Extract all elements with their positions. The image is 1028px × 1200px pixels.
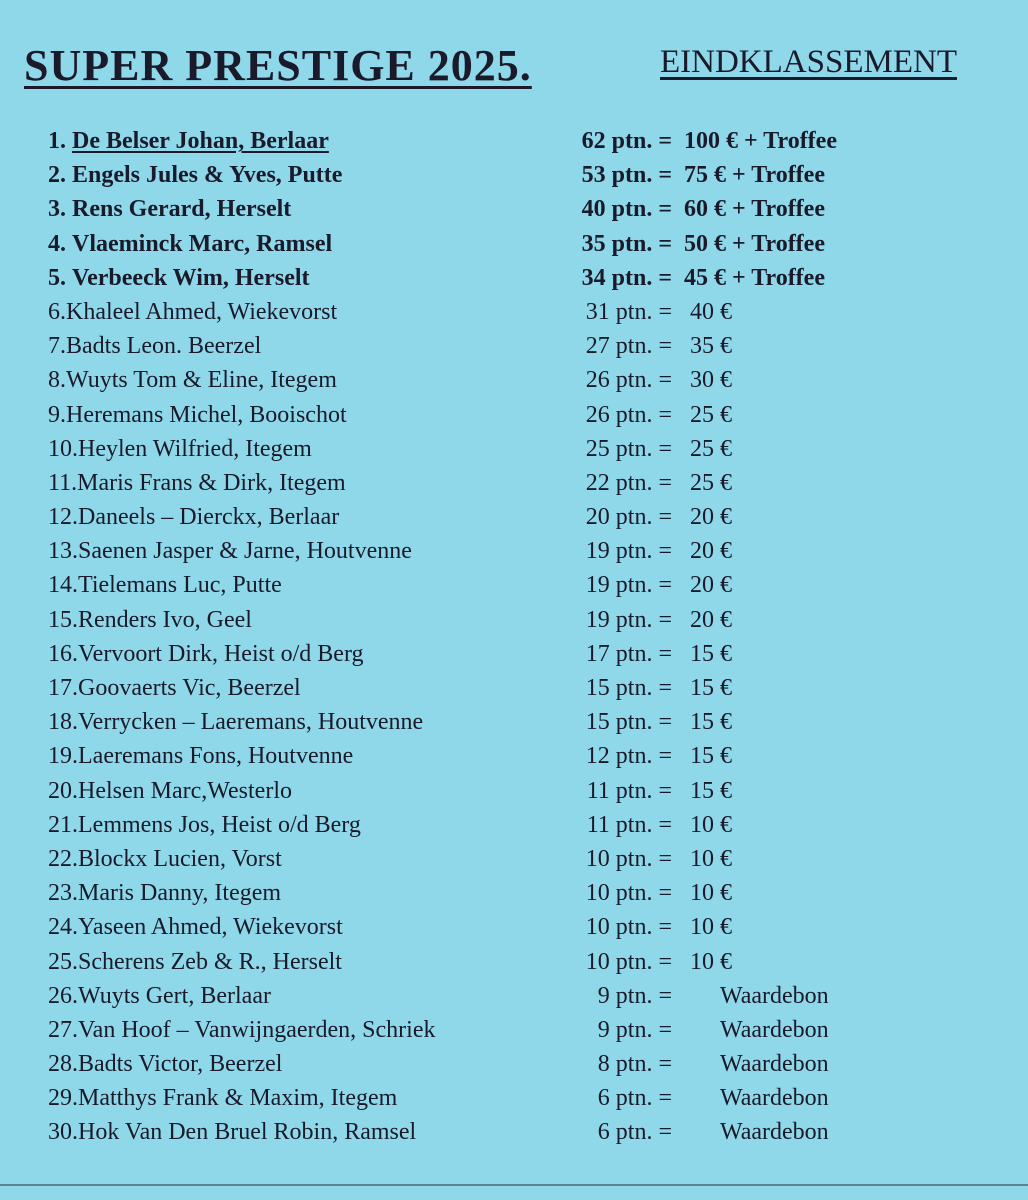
ranking-row: [0, 468, 1028, 502]
points-value: 20 ptn. =: [585, 504, 672, 531]
competitor-name: Yaseen Ahmed, Wiekevorst: [78, 914, 343, 941]
points-value: 62 ptn. =: [581, 128, 672, 154]
competitor-name: Rens Gerard, Herselt: [72, 196, 292, 223]
ranking-row: [0, 912, 1028, 946]
ranking-name-cell: [48, 607, 252, 634]
rank-number: 17.: [48, 675, 78, 701]
prize-value: 10 €: [690, 845, 732, 872]
rank-number: 11.: [48, 469, 78, 496]
competitor-name: Maris Danny, Itegem: [78, 880, 282, 907]
ranking-row: [0, 947, 1028, 981]
prize-value: 35 €: [690, 333, 732, 360]
ranking-row: [0, 570, 1028, 604]
rank-number: 13.: [48, 538, 78, 565]
rank-number: 9.: [48, 401, 66, 428]
ranking-name-cell: [48, 196, 291, 223]
ranking-row: [0, 331, 1028, 365]
points-value: 15 ptn. =: [585, 709, 672, 736]
ranking-name-cell: [48, 470, 346, 497]
points-value: 34 ptn. =: [581, 264, 672, 291]
ranking-name-cell: [48, 538, 412, 565]
ranking-name-cell: [48, 402, 347, 429]
rank-number: 5.: [48, 264, 66, 291]
prize-value: 60 € + Troffee: [684, 196, 825, 223]
rank-number: 24.: [48, 914, 78, 941]
rank-number: 26.: [48, 982, 78, 1009]
competitor-name: De Belser Johan, Berlaar: [72, 128, 329, 154]
points-value: 10 ptn. =: [585, 948, 672, 975]
rank-number: 21.: [48, 811, 78, 838]
points-value: 31 ptn. =: [585, 298, 672, 325]
ranking-name-cell: [48, 1051, 282, 1078]
ranking-name-cell: [48, 1017, 435, 1044]
prize-value: 20 €: [690, 538, 732, 565]
rank-number: 15.: [48, 606, 78, 633]
points-value: 10 ptn. =: [585, 845, 672, 872]
ranking-row: [0, 160, 1028, 194]
prize-value: 30 €: [690, 367, 732, 394]
prize-value: 10 €: [690, 914, 732, 941]
ranking-name-cell: [48, 1119, 416, 1146]
page-title: SUPER PRESTIGE 2025.: [24, 41, 532, 90]
rank-number: 4.: [48, 230, 66, 257]
prize-value: 25 €: [690, 401, 732, 428]
rank-number: 28.: [48, 1051, 78, 1078]
ranking-name-cell: [48, 162, 342, 189]
ranking-row: [0, 365, 1028, 399]
ranking-name-cell: [48, 572, 282, 599]
points-value: 19 ptn. =: [585, 606, 672, 633]
rank-number: 7.: [48, 333, 66, 360]
competitor-name: Badts Leon. Beerzel: [66, 333, 262, 360]
ranking-row: [0, 536, 1028, 570]
ranking-name-cell: [48, 436, 312, 463]
competitor-name: Vervoort Dirk, Heist o/d Berg: [78, 640, 364, 667]
competitor-name: Helsen Marc,Westerlo: [78, 777, 292, 804]
rank-number: 1.: [48, 128, 66, 154]
ranking-name-cell: [48, 333, 261, 360]
competitor-name: Matthys Frank & Maxim, Itegem: [78, 1085, 398, 1112]
rank-number: 18.: [48, 709, 78, 736]
rank-number: 3.: [48, 196, 66, 223]
points-value: 9 ptn. =: [597, 982, 672, 1009]
ranking-row: [0, 1083, 1028, 1117]
prize-value: Waardebon: [720, 1051, 829, 1078]
ranking-row: [0, 605, 1028, 639]
prize-value: 10 €: [690, 948, 732, 975]
rank-number: 22.: [48, 845, 78, 872]
ranking-name-cell: [48, 231, 332, 258]
competitor-name: Verrycken – Laeremans, Houtvenne: [78, 709, 424, 736]
ranking-name-cell: [48, 983, 271, 1010]
points-value: 22 ptn. =: [585, 469, 672, 496]
ranking-row: [0, 1049, 1028, 1083]
points-value: 6 ptn. =: [597, 1085, 672, 1112]
ranking-row: [0, 400, 1028, 434]
points-value: 17 ptn. =: [585, 640, 672, 667]
ranking-name-cell: [48, 504, 339, 531]
ranking-row: [0, 194, 1028, 228]
competitor-name: Maris Frans & Dirk, Itegem: [77, 469, 346, 496]
competitor-name: Wuyts Tom & Eline, Itegem: [66, 367, 337, 394]
ranking-name-cell: [48, 641, 364, 668]
rank-number: 25.: [48, 948, 78, 975]
ranking-row: [0, 878, 1028, 912]
points-value: 40 ptn. =: [581, 196, 672, 223]
prize-value: Waardebon: [720, 1016, 829, 1043]
points-value: 9 ptn. =: [597, 1016, 672, 1043]
prize-value: 15 €: [690, 709, 732, 736]
points-value: 25 ptn. =: [585, 435, 672, 462]
competitor-name: Blockx Lucien, Vorst: [78, 845, 282, 872]
ranking-name-cell: [48, 367, 337, 394]
prize-value: 10 €: [690, 880, 732, 907]
competitor-name: Engels Jules & Yves, Putte: [72, 162, 343, 189]
ranking-name-cell: [48, 880, 281, 907]
competitor-name: Daneels – Dierckx, Berlaar: [78, 504, 340, 531]
prize-value: 10 €: [690, 811, 732, 838]
ranking-name-cell: [48, 846, 282, 873]
rank-number: 12.: [48, 504, 78, 531]
prize-value: Waardebon: [720, 1119, 829, 1146]
points-value: 8 ptn. =: [597, 1051, 672, 1078]
ranking-name-cell: [48, 709, 423, 736]
ranking-name-cell: [48, 914, 343, 941]
ranking-name-cell: [48, 812, 361, 839]
prize-value: 20 €: [690, 572, 732, 599]
competitor-name: Wuyts Gert, Berlaar: [78, 982, 271, 1009]
ranking-row: [0, 229, 1028, 263]
points-value: 10 ptn. =: [585, 914, 672, 941]
points-value: 15 ptn. =: [585, 675, 672, 701]
prize-value: 25 €: [690, 469, 732, 496]
points-value: 27 ptn. =: [585, 333, 672, 360]
rank-number: 6.: [48, 298, 66, 325]
points-value: 19 ptn. =: [585, 538, 672, 565]
rank-number: 23.: [48, 880, 78, 907]
points-value: 26 ptn. =: [585, 367, 672, 394]
ranking-row: [0, 707, 1028, 741]
ranking-name-cell: [48, 675, 301, 702]
ranking-row: [0, 741, 1028, 775]
prize-value: 50 € + Troffee: [684, 230, 825, 257]
prize-value: 40 €: [690, 298, 732, 325]
points-value: 11 ptn. =: [586, 811, 672, 838]
prize-value: Waardebon: [720, 982, 829, 1009]
rank-number: 27.: [48, 1016, 78, 1043]
ranking-name-cell: [48, 128, 329, 155]
ranking-row: [0, 434, 1028, 468]
ranking-row: [0, 297, 1028, 331]
ranking-name-cell: [48, 1085, 397, 1112]
prize-value: 15 €: [690, 777, 732, 804]
ranking-row: [0, 981, 1028, 1015]
ranking-row: [0, 844, 1028, 878]
competitor-name: Khaleel Ahmed, Wiekevorst: [66, 298, 338, 325]
ranking-name-cell: [48, 299, 337, 326]
points-value: 26 ptn. =: [585, 401, 672, 428]
competitor-name: Scherens Zeb & R., Herselt: [78, 948, 342, 975]
prize-value: 75 € + Troffee: [684, 162, 825, 189]
competitor-name: Goovaerts Vic, Beerzel: [78, 675, 301, 701]
ranking-name-cell: [48, 743, 353, 770]
rank-number: 14.: [48, 572, 78, 599]
competitor-name: Van Hoof – Vanwijngaerden, Schriek: [78, 1016, 436, 1043]
ranking-row: [0, 810, 1028, 844]
prize-value: 45 € + Troffee: [684, 264, 825, 291]
ranking-row: [0, 1015, 1028, 1049]
rank-number: 30.: [48, 1119, 78, 1146]
ranking-name-cell: [48, 265, 310, 292]
rank-number: 19.: [48, 743, 78, 770]
ranking-name-cell: [48, 778, 292, 805]
rank-number: 29.: [48, 1085, 78, 1112]
prize-value: 100 € + Troffee: [684, 128, 837, 154]
ranking-row: [0, 502, 1028, 536]
competitor-name: Laeremans Fons, Houtvenne: [78, 743, 354, 770]
points-value: 12 ptn. =: [585, 743, 672, 770]
points-value: 11 ptn. =: [586, 777, 672, 804]
prize-value: 25 €: [690, 435, 732, 462]
ranking-row: [0, 639, 1028, 673]
prize-value: 15 €: [690, 675, 732, 701]
prize-value: 20 €: [690, 606, 732, 633]
competitor-name: Renders Ivo, Geel: [78, 606, 252, 633]
competitor-name: Heylen Wilfried, Itegem: [78, 435, 312, 462]
ranking-row: [0, 1117, 1028, 1151]
competitor-name: Badts Victor, Beerzel: [78, 1051, 283, 1078]
competitor-name: Saenen Jasper & Jarne, Houtvenne: [78, 538, 412, 565]
prize-value: 15 €: [690, 640, 732, 667]
ranking-list: [0, 126, 1028, 1152]
prize-value: 20 €: [690, 504, 732, 531]
page-subtitle: EINDKLASSEMENT: [660, 44, 957, 80]
bottom-divider: [0, 1184, 1028, 1186]
ranking-row: [0, 673, 1028, 707]
points-value: 53 ptn. =: [581, 162, 672, 189]
ranking-name-cell: [48, 949, 342, 976]
rank-number: 8.: [48, 367, 66, 394]
competitor-name: Verbeeck Wim, Herselt: [72, 264, 310, 291]
ranking-row: [0, 126, 1028, 160]
competitor-name: Lemmens Jos, Heist o/d Berg: [78, 811, 361, 838]
points-value: 10 ptn. =: [585, 880, 672, 907]
competitor-name: Vlaeminck Marc, Ramsel: [72, 230, 333, 257]
rank-number: 2.: [48, 162, 66, 189]
points-value: 35 ptn. =: [581, 230, 672, 257]
rank-number: 16.: [48, 640, 78, 667]
competitor-name: Tielemans Luc, Putte: [78, 572, 282, 599]
prize-value: Waardebon: [720, 1085, 829, 1112]
points-value: 6 ptn. =: [597, 1119, 672, 1146]
ranking-row: [0, 776, 1028, 810]
prize-value: 15 €: [690, 743, 732, 770]
competitor-name: Heremans Michel, Booischot: [66, 401, 347, 428]
rank-number: 20.: [48, 777, 78, 804]
rank-number: 10.: [48, 435, 78, 462]
ranking-row: [0, 263, 1028, 297]
points-value: 19 ptn. =: [585, 572, 672, 599]
competitor-name: Hok Van Den Bruel Robin, Ramsel: [78, 1119, 417, 1146]
